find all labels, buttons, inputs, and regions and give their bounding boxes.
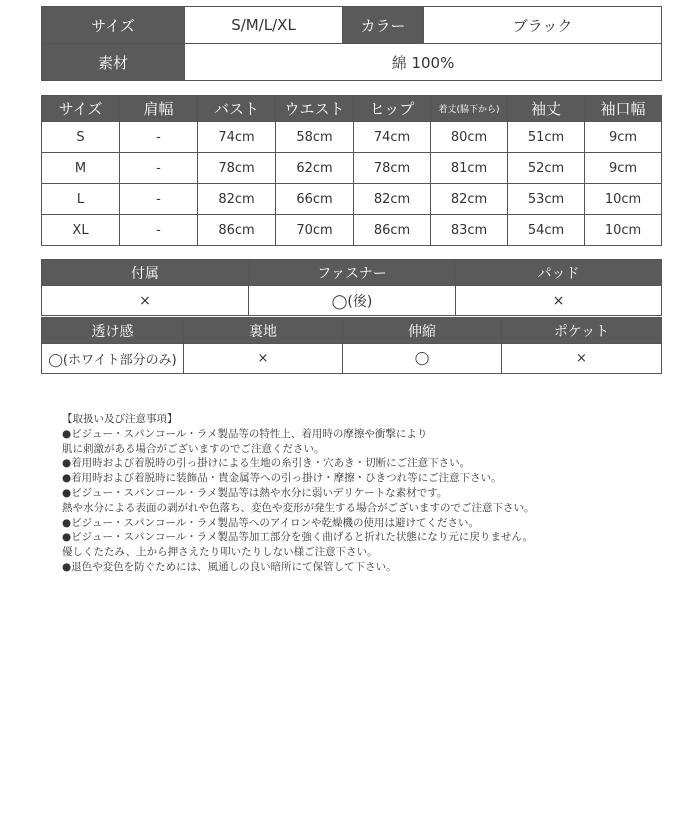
size-label: サイズ xyxy=(42,7,185,44)
table-row xyxy=(42,318,662,344)
cell: 62cm xyxy=(276,153,354,184)
cell: 86cm xyxy=(354,215,431,246)
cell: - xyxy=(120,184,198,215)
cell: 83cm xyxy=(431,215,508,246)
size-chart-header xyxy=(42,96,662,122)
material-value: 綿 100% xyxy=(185,44,662,81)
cell: 9cm xyxy=(585,122,662,153)
care-note-line: ●着用時および着脱時の引っ掛けによる生地の糸引き・穴あき・切断にご注意下さい。 xyxy=(62,457,471,470)
table-row xyxy=(42,7,662,44)
stretch-value: ◯ xyxy=(343,344,502,374)
care-note-line: 優しくたたみ、上から押さえたり叩いたりしない様ご注意下さい。 xyxy=(62,546,378,559)
care-note-line: ●ビジュー・スパンコール・ラメ製品等の特性上、着用時の摩擦や衝撃により xyxy=(62,427,428,440)
cell: 82cm xyxy=(198,184,276,215)
cell: - xyxy=(120,215,198,246)
cell: 58cm xyxy=(276,122,354,153)
cell: L xyxy=(42,184,120,215)
cell: 9cm xyxy=(585,153,662,184)
header-waist: ウエスト xyxy=(276,96,354,122)
care-note-line: ●ビジュー・スパンコール・ラメ製品等は熱や水分に弱いデリケートな素材です。 xyxy=(62,486,448,499)
header-accessories: 付属 xyxy=(42,260,249,286)
care-note-line: ●ビジュー・スパンコール・ラメ製品等へのアイロンや乾燥機の使用は避けてください。 xyxy=(62,516,479,529)
header-cuff: 袖口幅 xyxy=(585,96,662,122)
header-stretch: 伸縮 xyxy=(343,318,502,344)
table-row xyxy=(42,122,662,153)
accessories-value: × xyxy=(42,286,249,316)
color-value: ブラック xyxy=(424,7,662,44)
table-row xyxy=(42,286,662,316)
table-row xyxy=(42,344,662,374)
pad-value: × xyxy=(456,286,662,316)
cell: 82cm xyxy=(431,184,508,215)
cell: 86cm xyxy=(198,215,276,246)
product-info-table xyxy=(41,6,662,81)
cell: 54cm xyxy=(508,215,585,246)
features-table-fabric xyxy=(41,317,662,374)
care-note-line: ●着用時および着脱時に装飾品・貴金属等への引っ掛け・摩擦・ひきつれ等にご注意下さい。 xyxy=(62,472,502,485)
care-note-line: ●退色や変色を防ぐためには、風通しの良い暗所にて保管して下さい。 xyxy=(62,560,397,573)
care-note-line: ●ビジュー・スパンコール・ラメ製品等加工部分を強く曲げると折れた状態になり元に戻りません。 xyxy=(62,531,534,544)
header-zipper: ファスナー xyxy=(249,260,456,286)
cell: 78cm xyxy=(198,153,276,184)
cell: 81cm xyxy=(431,153,508,184)
cell: 74cm xyxy=(354,122,431,153)
header-lining: 裏地 xyxy=(184,318,343,344)
pocket-value: × xyxy=(502,344,662,374)
table-row xyxy=(42,260,662,286)
zipper-value: ◯(後) xyxy=(249,286,456,316)
cell: S xyxy=(42,122,120,153)
care-note-line: 肌に刺激がある場合がございますのでご注意ください。 xyxy=(62,442,325,455)
cell: 66cm xyxy=(276,184,354,215)
cell: 70cm xyxy=(276,215,354,246)
table-row xyxy=(42,215,662,246)
cell: - xyxy=(120,153,198,184)
care-notes xyxy=(62,412,662,575)
cell: 53cm xyxy=(508,184,585,215)
care-note-line: 熱や水分による表面の剥がれや色落ち、変色や変形が発生する場合がございますのでご注意下さい。 xyxy=(62,501,535,514)
color-label: カラー xyxy=(343,7,424,44)
lining-value: × xyxy=(184,344,343,374)
table-row xyxy=(42,44,662,81)
cell: 10cm xyxy=(585,184,662,215)
cell: 10cm xyxy=(585,215,662,246)
cell: 52cm xyxy=(508,153,585,184)
header-shoulder: 肩幅 xyxy=(120,96,198,122)
cell: 51cm xyxy=(508,122,585,153)
material-label: 素材 xyxy=(42,44,185,81)
cell: M xyxy=(42,153,120,184)
header-sheerness: 透け感 xyxy=(42,318,184,344)
cell: 80cm xyxy=(431,122,508,153)
header-size: サイズ xyxy=(42,96,120,122)
cell: XL xyxy=(42,215,120,246)
header-hip: ヒップ xyxy=(354,96,431,122)
features-table-accessories xyxy=(41,259,662,316)
table-row xyxy=(42,153,662,184)
table-row xyxy=(42,184,662,215)
header-sleeve: 袖丈 xyxy=(508,96,585,122)
cell: - xyxy=(120,122,198,153)
header-pocket: ポケット xyxy=(502,318,662,344)
size-chart-table xyxy=(41,95,662,246)
header-bust: バスト xyxy=(198,96,276,122)
header-length: 着丈(脇下から) xyxy=(431,96,508,122)
cell: 78cm xyxy=(354,153,431,184)
cell: 82cm xyxy=(354,184,431,215)
care-notes-title: 【取扱い及び注意事項】 xyxy=(62,413,178,425)
sheerness-value: ◯(ホワイト部分のみ) xyxy=(42,344,184,374)
size-value: S/M/L/XL xyxy=(185,7,343,44)
cell: 74cm xyxy=(198,122,276,153)
header-pad: パッド xyxy=(456,260,662,286)
